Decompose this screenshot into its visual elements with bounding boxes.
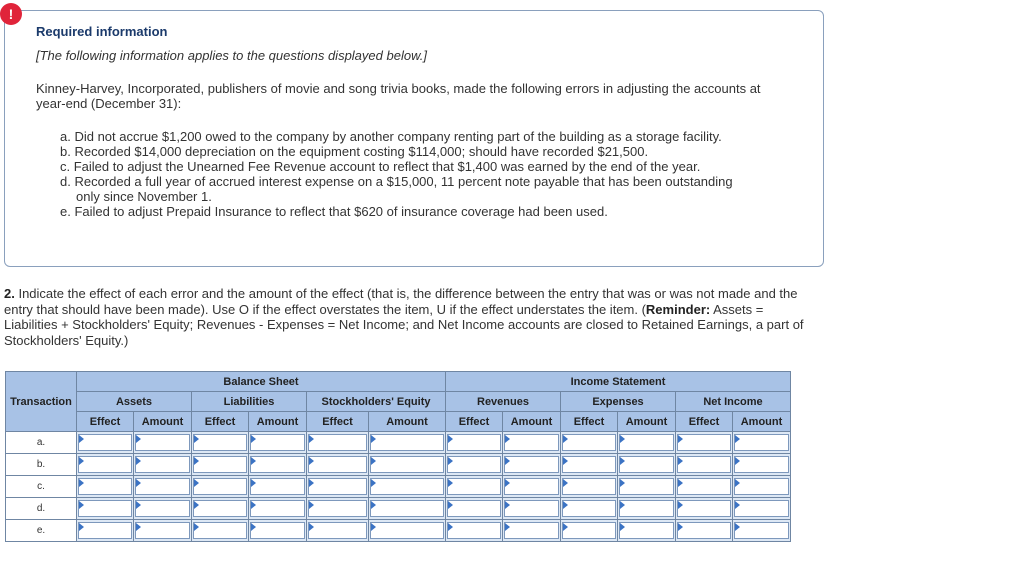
error-list <box>60 129 800 219</box>
revenues-amount-input[interactable] <box>504 500 559 517</box>
info-intro: Kinney-Harvey, Incorporated, publishers of movie and song trivia books, made the following errors in adjusting the accounts at year-end (December 31): <box>36 81 761 111</box>
revenues-effect-cell <box>446 476 503 498</box>
net-income-effect-cell <box>676 454 733 476</box>
info-note: [The following information applies to the questions displayed below.] <box>36 48 427 63</box>
input-marker-icon <box>194 435 199 443</box>
assets-amount-cell <box>134 476 192 498</box>
stockholders-equity-effect-cell <box>307 520 369 542</box>
expenses-effect-cell <box>561 498 618 520</box>
input-marker-icon <box>79 435 84 443</box>
expenses-amount-input[interactable] <box>619 500 674 517</box>
expenses-effect-input[interactable] <box>562 500 616 517</box>
input-marker-icon <box>563 479 568 487</box>
stockholders-equity-amount-cell <box>369 520 446 542</box>
expenses-amount-cell <box>618 498 676 520</box>
input-marker-icon <box>678 501 683 509</box>
transaction-label: c. <box>6 476 77 498</box>
effect-header: Effect <box>561 412 618 432</box>
liabilities-amount-input[interactable] <box>250 500 305 517</box>
input-marker-icon <box>448 479 453 487</box>
input-marker-icon <box>194 479 199 487</box>
assets-effect-input[interactable] <box>78 478 132 495</box>
liabilities-effect-cell <box>192 454 249 476</box>
stockholders-equity-amount-input[interactable] <box>370 478 444 495</box>
worksheet-row <box>6 520 791 542</box>
liabilities-header: Liabilities <box>192 392 307 412</box>
assets-amount-input[interactable] <box>135 456 190 473</box>
revenues-effect-cell <box>446 432 503 454</box>
input-marker-icon <box>309 523 314 531</box>
question-body: Indicate the effect of each error and the amount of the effect (that is, the difference between the entry that was or was not made and the entry that should have been made). Use O if the effect overstates the item, U if the effect understates the item. ( <box>4 286 798 317</box>
assets-amount-input[interactable] <box>135 478 190 495</box>
assets-effect-cell <box>77 520 134 542</box>
worksheet-row <box>6 454 791 476</box>
error-item-b: b. Recorded $14,000 depreciation on the equipment costing $114,000; should have recorded $21,500. <box>60 144 649 159</box>
effect-header: Effect <box>77 412 134 432</box>
alert-icon: ! <box>0 3 22 25</box>
net-income-amount-cell <box>733 498 791 520</box>
expenses-amount-cell <box>618 476 676 498</box>
error-item-d-continued: only since November 1. <box>76 189 212 204</box>
amount-header: Amount <box>249 412 307 432</box>
liabilities-amount-input[interactable] <box>250 456 305 473</box>
effect-header: Effect <box>307 412 369 432</box>
assets-amount-cell <box>134 498 192 520</box>
input-marker-icon <box>735 523 740 531</box>
amount-header: Amount <box>618 412 676 432</box>
stockholders-equity-effect-input[interactable] <box>308 478 367 495</box>
input-marker-icon <box>371 523 376 531</box>
input-marker-icon <box>251 435 256 443</box>
transaction-label: d. <box>6 498 77 520</box>
liabilities-effect-cell <box>192 432 249 454</box>
input-marker-icon <box>735 501 740 509</box>
liabilities-effect-cell <box>192 498 249 520</box>
net-income-effect-input[interactable] <box>677 478 731 495</box>
worksheet-row <box>6 432 791 454</box>
input-marker-icon <box>251 479 256 487</box>
assets-effect-cell <box>77 432 134 454</box>
amount-header: Amount <box>369 412 446 432</box>
assets-effect-input[interactable] <box>78 522 132 539</box>
expenses-amount-cell <box>618 520 676 542</box>
effects-worksheet <box>5 371 791 542</box>
expenses-amount-input[interactable] <box>619 456 674 473</box>
error-item-c: c. Failed to adjust the Unearned Fee Revenue account to reflect that $1,400 was earned by the end of the year. <box>60 159 701 174</box>
stockholders-equity-amount-cell <box>369 476 446 498</box>
revenues-effect-input[interactable] <box>447 522 501 539</box>
assets-amount-cell <box>134 454 192 476</box>
expenses-effect-cell <box>561 476 618 498</box>
input-marker-icon <box>251 457 256 465</box>
stockholders-equity-amount-cell <box>369 454 446 476</box>
net-income-header: Net Income <box>676 392 791 412</box>
liabilities-effect-input[interactable] <box>193 434 247 451</box>
stockholders-equity-effect-cell <box>307 454 369 476</box>
revenues-effect-input[interactable] <box>447 456 501 473</box>
input-marker-icon <box>563 457 568 465</box>
assets-effect-cell <box>77 498 134 520</box>
liabilities-amount-cell <box>249 432 307 454</box>
error-item-a: a. Did not accrue $1,200 owed to the company by another company renting part of the building as a storage facility. <box>60 129 722 144</box>
input-marker-icon <box>136 479 141 487</box>
input-marker-icon <box>371 479 376 487</box>
revenues-amount-input[interactable] <box>504 434 559 451</box>
liabilities-effect-cell <box>192 520 249 542</box>
input-marker-icon <box>448 523 453 531</box>
expenses-amount-cell <box>618 454 676 476</box>
question-text <box>4 286 804 348</box>
input-marker-icon <box>136 457 141 465</box>
net-income-amount-input[interactable] <box>734 500 789 517</box>
input-marker-icon <box>678 457 683 465</box>
input-marker-icon <box>371 501 376 509</box>
input-marker-icon <box>448 435 453 443</box>
income-statement-header: Income Statement <box>446 372 791 392</box>
net-income-effect-cell <box>676 520 733 542</box>
expenses-effect-cell <box>561 432 618 454</box>
input-marker-icon <box>678 479 683 487</box>
assets-amount-input[interactable] <box>135 434 190 451</box>
expenses-effect-input[interactable] <box>562 456 616 473</box>
assets-effect-input[interactable] <box>78 456 132 473</box>
assets-header: Assets <box>77 392 192 412</box>
input-marker-icon <box>678 435 683 443</box>
liabilities-amount-cell <box>249 498 307 520</box>
liabilities-effect-input[interactable] <box>193 500 247 517</box>
assets-amount-input[interactable] <box>135 522 190 539</box>
input-marker-icon <box>136 435 141 443</box>
revenues-amount-input[interactable] <box>504 456 559 473</box>
revenues-effect-cell <box>446 454 503 476</box>
assets-amount-input[interactable] <box>135 500 190 517</box>
net-income-amount-cell <box>733 454 791 476</box>
stockholders-equity-amount-input[interactable] <box>370 522 444 539</box>
transaction-label: e. <box>6 520 77 542</box>
input-marker-icon <box>620 435 625 443</box>
expenses-effect-cell <box>561 454 618 476</box>
assets-effect-input[interactable] <box>78 500 132 517</box>
input-marker-icon <box>735 435 740 443</box>
input-marker-icon <box>79 523 84 531</box>
expenses-effect-cell <box>561 520 618 542</box>
net-income-amount-cell <box>733 476 791 498</box>
net-income-effect-input[interactable] <box>677 434 731 451</box>
stockholders-equity-effect-input[interactable] <box>308 434 367 451</box>
stockholders-equity-effect-input[interactable] <box>308 456 367 473</box>
assets-effect-cell <box>77 476 134 498</box>
input-marker-icon <box>136 523 141 531</box>
net-income-effect-cell <box>676 498 733 520</box>
effect-header: Effect <box>676 412 733 432</box>
stockholders-equity-amount-input[interactable] <box>370 500 444 517</box>
input-marker-icon <box>371 435 376 443</box>
net-income-amount-cell <box>733 520 791 542</box>
input-marker-icon <box>309 479 314 487</box>
input-marker-icon <box>620 501 625 509</box>
required-info-title: Required information <box>36 24 168 39</box>
input-marker-icon <box>79 501 84 509</box>
transaction-header: Transaction <box>6 372 77 432</box>
input-marker-icon <box>448 501 453 509</box>
input-marker-icon <box>309 457 314 465</box>
input-marker-icon <box>563 501 568 509</box>
liabilities-effect-input[interactable] <box>193 456 247 473</box>
input-marker-icon <box>371 457 376 465</box>
input-marker-icon <box>735 457 740 465</box>
error-item-d: d. Recorded a full year of accrued interest expense on a $15,000, 11 percent note payable that has been outstanding <box>60 174 733 189</box>
reminder-label: Reminder: <box>645 301 711 317</box>
input-marker-icon <box>136 501 141 509</box>
input-marker-icon <box>309 501 314 509</box>
input-marker-icon <box>505 501 510 509</box>
error-item-e: e. Failed to adjust Prepaid Insurance to reflect that $620 of insurance coverage had been used. <box>60 204 608 219</box>
net-income-amount-input[interactable] <box>734 434 789 451</box>
worksheet-row <box>6 476 791 498</box>
stockholders-equity-amount-input[interactable] <box>370 456 444 473</box>
revenues-effect-cell <box>446 498 503 520</box>
input-marker-icon <box>194 501 199 509</box>
expenses-header: Expenses <box>561 392 676 412</box>
input-marker-icon <box>620 479 625 487</box>
input-marker-icon <box>505 457 510 465</box>
expenses-effect-input[interactable] <box>562 522 616 539</box>
revenues-effect-input[interactable] <box>447 434 501 451</box>
input-marker-icon <box>735 479 740 487</box>
stockholders-equity-amount-cell <box>369 432 446 454</box>
liabilities-amount-cell <box>249 454 307 476</box>
input-marker-icon <box>505 523 510 531</box>
input-marker-icon <box>563 435 568 443</box>
input-marker-icon <box>678 523 683 531</box>
stockholders-equity-effect-cell <box>307 432 369 454</box>
input-marker-icon <box>505 479 510 487</box>
worksheet-row <box>6 498 791 520</box>
liabilities-amount-cell <box>249 476 307 498</box>
input-marker-icon <box>309 435 314 443</box>
amount-header: Amount <box>503 412 561 432</box>
input-marker-icon <box>448 457 453 465</box>
revenues-effect-input[interactable] <box>447 500 501 517</box>
expenses-amount-input[interactable] <box>619 434 674 451</box>
revenues-amount-cell <box>503 520 561 542</box>
balance-sheet-header: Balance Sheet <box>77 372 446 392</box>
expenses-effect-input[interactable] <box>562 478 616 495</box>
net-income-effect-input[interactable] <box>677 456 731 473</box>
input-marker-icon <box>620 457 625 465</box>
liabilities-effect-input[interactable] <box>193 478 247 495</box>
revenues-header: Revenues <box>446 392 561 412</box>
stockholders-equity-effect-cell <box>307 498 369 520</box>
input-marker-icon <box>194 457 199 465</box>
input-marker-icon <box>251 523 256 531</box>
stockholders-equity-effect-input[interactable] <box>308 500 367 517</box>
question-number: 2. <box>4 286 15 301</box>
revenues-effect-cell <box>446 520 503 542</box>
revenues-amount-cell <box>503 432 561 454</box>
net-income-amount-input[interactable] <box>734 522 789 539</box>
revenues-amount-input[interactable] <box>504 478 559 495</box>
liabilities-effect-input[interactable] <box>193 522 247 539</box>
liabilities-effect-cell <box>192 476 249 498</box>
assets-effect-input[interactable] <box>78 434 132 451</box>
worksheet-body <box>6 432 791 542</box>
liabilities-amount-input[interactable] <box>250 478 305 495</box>
stockholders-equity-effect-cell <box>307 476 369 498</box>
net-income-amount-input[interactable] <box>734 456 789 473</box>
assets-effect-cell <box>77 454 134 476</box>
revenues-amount-cell <box>503 476 561 498</box>
amount-header: Amount <box>733 412 791 432</box>
net-income-effect-cell <box>676 432 733 454</box>
input-marker-icon <box>251 501 256 509</box>
revenues-effect-input[interactable] <box>447 478 501 495</box>
stockholders-equity-header: Stockholders' Equity <box>307 392 446 412</box>
input-marker-icon <box>505 435 510 443</box>
stockholders-equity-amount-cell <box>369 498 446 520</box>
liabilities-amount-cell <box>249 520 307 542</box>
stockholders-equity-amount-input[interactable] <box>370 434 444 451</box>
expenses-amount-input[interactable] <box>619 478 674 495</box>
reminder-text: Assets = Liabilities + Stockholders' Equity; Revenues - Expenses = Net Income; and Net Income accounts are closed to Retained Earnings, a part of Stockholders' Equity.) <box>4 301 804 348</box>
effect-header: Effect <box>192 412 249 432</box>
net-income-effect-cell <box>676 476 733 498</box>
input-marker-icon <box>563 523 568 531</box>
effect-header: Effect <box>446 412 503 432</box>
liabilities-amount-input[interactable] <box>250 434 305 451</box>
revenues-amount-input[interactable] <box>504 522 559 539</box>
revenues-amount-cell <box>503 498 561 520</box>
stockholders-equity-effect-input[interactable] <box>308 522 367 539</box>
assets-amount-cell <box>134 520 192 542</box>
transaction-label: a. <box>6 432 77 454</box>
expenses-effect-input[interactable] <box>562 434 616 451</box>
amount-header: Amount <box>134 412 192 432</box>
revenues-amount-cell <box>503 454 561 476</box>
input-marker-icon <box>194 523 199 531</box>
input-marker-icon <box>79 457 84 465</box>
transaction-label: b. <box>6 454 77 476</box>
expenses-amount-cell <box>618 432 676 454</box>
expenses-amount-input[interactable] <box>619 522 674 539</box>
net-income-effect-input[interactable] <box>677 500 731 517</box>
liabilities-amount-input[interactable] <box>250 522 305 539</box>
input-marker-icon <box>620 523 625 531</box>
net-income-amount-cell <box>733 432 791 454</box>
net-income-effect-input[interactable] <box>677 522 731 539</box>
input-marker-icon <box>79 479 84 487</box>
assets-amount-cell <box>134 432 192 454</box>
net-income-amount-input[interactable] <box>734 478 789 495</box>
